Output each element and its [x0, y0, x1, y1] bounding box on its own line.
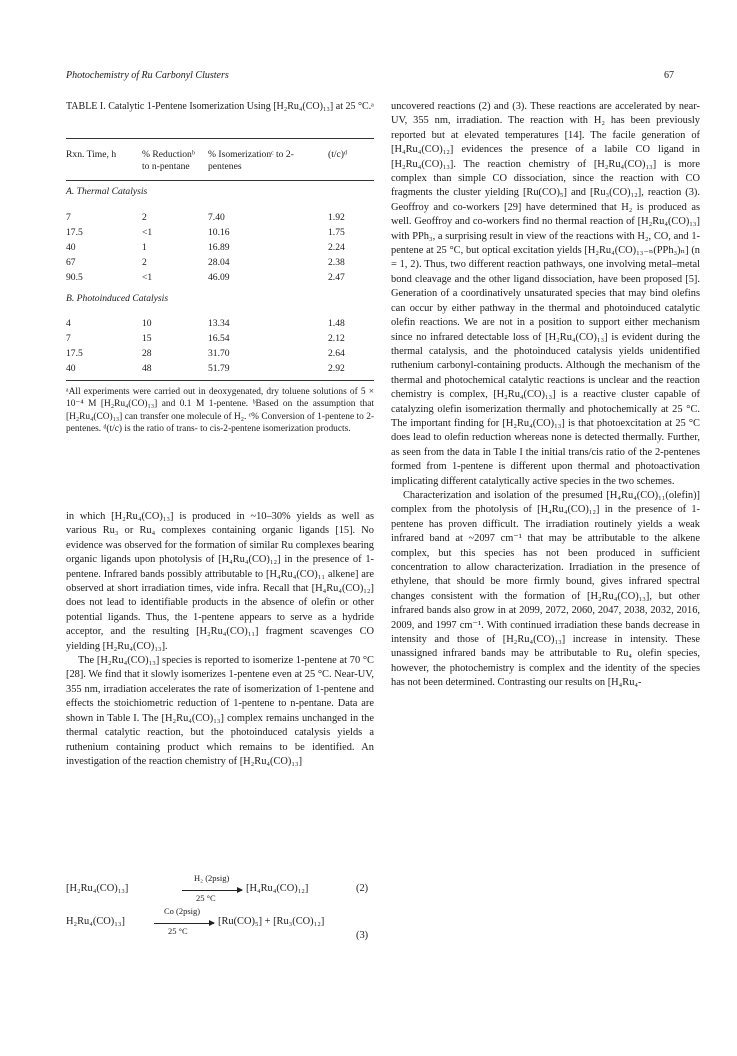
cell-isomerization: 46.09 [208, 272, 230, 283]
cell-reduction: 48 [142, 363, 152, 374]
equation-condition-below: 25 °C [168, 926, 188, 936]
equation-reactant: [H₂Ru₄(CO)₁₃] [66, 883, 129, 894]
table-caption: TABLE I. Catalytic 1-Pentene Isomerization Using [H₂Ru₄(CO)₁₃] at 25 °C.ᵃ [66, 101, 374, 112]
table-row [66, 333, 374, 346]
left-column-text [66, 510, 374, 769]
table-row [66, 272, 374, 285]
cell-tc: 1.75 [328, 227, 345, 238]
cell-tc: 1.92 [328, 212, 345, 223]
cell-time: 7 [66, 333, 71, 344]
paragraph: uncovered reactions (2) and (3). These reactions are accelerated by near-UV, 355 nm, irradiation. The reaction with H₂ has been previously reported but at elevated temperatures [14]. The facile generation of [H₄Ru₄(CO)₁₂] evidences the presence of a labile CO ligand in [H₂Ru₄(CO)₁₃]. The reaction chemistry of [H₂Ru₄(CO)₁₃] is more complex than simple CO dissociation, since the reaction with CO fragments the cluster yielding [Ru(CO)₅] and [Ru₃(CO)₁₂], reaction (3). Geoffroy and co-workers [29] have determined that H₂ is produced as well. Geoffroy and co-workers find no thermal reaction of [H₂Ru₄(CO)₁₃] with PPh₃, a surprising result in view of the reactions with H₂, CO, and 1-pentene at 25 °C, but optical excitation yields [H₂Ru₄(CO)₁₃₋ₙ(PPh₃)ₙ] (n = 1, 2). Thus, two different reaction pathways, one involving metal–metal bond cleavage and the other ligand dissociation, have been proposed [5]. Generation of a coordinatively unsaturated species that may bind olefins can occur by either pathway in the thermal and photoinduced catalytic olefin reactions. We are not in a position to support either mechanism since no infrared detectable loss of [H₂Ru₄(CO)₁₃] is evident during the thermal catalysis, and the photoinduced catalysis yields unidentified ruthenium carbonyl-containing products. Although the mechanism of the thermal and photochemical catalytic reactions is unclear and the reaction chemistry is complex, [H₂Ru₄(CO)₁₃] is a reactive cluster capable of catalyzing olefin isomerization thermally and photochemically at 25 °C. The important finding for [H₂Ru₄(CO)₁₃] is that photoexcitation at 25 °C does lead to olefin reduction whereas none is detected thermally. Further, as seen from the data in Table I the initial trans/cis ratio of the 2-pentenes formed from 1-pentene is different upon thermal and photoactivation implicating different catalytically active species in the two schemes. [391, 101, 700, 487]
cell-tc: 2.24 [328, 242, 345, 253]
cell-isomerization: 7.40 [208, 212, 225, 223]
equation-2 [66, 873, 374, 904]
table-header-tc: (t/c)ᵈ [328, 149, 347, 160]
cell-tc: 2.64 [328, 348, 345, 359]
reaction-arrow-icon [154, 923, 214, 924]
cell-time: 17.5 [66, 348, 83, 359]
equation-product: [H₄Ru₄(CO)₁₂] [246, 883, 309, 894]
cell-reduction: <1 [142, 272, 153, 283]
cell-isomerization: 16.89 [208, 242, 230, 253]
table-row [66, 242, 374, 255]
equation-reactant: H₂Ru₄(CO)₁₃] [66, 916, 125, 927]
table-header-isomerization: % Isomerizationᶜ to 2-pentenes [208, 149, 294, 172]
cell-isomerization: 31.70 [208, 348, 230, 359]
table-bottom-rule [66, 380, 374, 381]
cell-time: 40 [66, 242, 76, 253]
cell-isomerization: 10.16 [208, 227, 230, 238]
equation-number: (3) [356, 930, 369, 941]
cell-time: 17.5 [66, 227, 83, 238]
cell-time: 40 [66, 363, 76, 374]
paragraph: The [H₂Ru₄(CO)₁₃] species is reported to isomerize 1-pentene at 70 °C [28]. We find that it slowly isomerizes 1-pentene even at 25 °C. Near-UV, 355 nm, irradiation accelerates the rate of isomerization of 1-pentene and effects the stoichiometric reduction of 1-pentene to n-pentane. Data are shown in Table I. The [H₂Ru₄(CO)₁₃] complex remains unchanged in the thermal catalytic reaction, but the photoinduced catalysis yields a ruthenium containing product which remains to be identified. An investigation of the reaction chemistry of [H₂Ru₄(CO)₁₃] [66, 655, 374, 767]
equation-condition-below: 25 °C [196, 893, 216, 903]
table-header-reduction: % Reductionᵇ to n-pentane [142, 149, 195, 172]
cell-time: 7 [66, 212, 71, 223]
page-number: 67 [664, 70, 674, 81]
cell-reduction: <1 [142, 227, 153, 238]
cell-reduction: 2 [142, 212, 147, 223]
table-row [66, 257, 374, 270]
cell-reduction: 2 [142, 257, 147, 268]
cell-tc: 2.38 [328, 257, 345, 268]
right-column-text [391, 100, 700, 691]
table-section-thermal: A. Thermal Catalysis [66, 186, 148, 197]
cell-reduction: 15 [142, 333, 152, 344]
equation-3 [66, 906, 374, 941]
table-top-rule [66, 138, 374, 139]
table-row [66, 363, 374, 376]
paragraph: in which [H₂Ru₄(CO)₁₃] is produced in ~10–30% yields as well as various Ru₃ or Ru₄ complexes containing organic ligands [15]. No evidence was observed for the formation of similar Ru complexes bearing organic ligands upon photolysis of [H₄Ru₄(CO)₁₂] in the presence of 1-pentene. Infrared bands possibly attributable to [H₄Ru₄(CO)₁₁ alkene] are observed at short irradiation times, vide infra. Recall that [H₄Ru₄(CO)₁₂] does not lead to identifiable products in the absence of olefin or other potential ligands. Thus, the 1-pentene appears to serve as a hydride acceptor, and the resulting [H₂Ru₄(CO)₁₁] fragment scavenges CO yielding [H₂Ru₄(CO)₁₃]. [66, 511, 374, 652]
paragraph: Characterization and isolation of the presumed [H₄Ru₄(CO)₁₁(olefin)] complex from the photolysis of [H₄Ru₄(CO)₁₂] in the presence of 1-pentene has proven difficult. The irradiation routinely yields a weak infrared band at ~2097 cm⁻¹ that may be attributable to the alkene complex, but this species has not been produced in sufficient concentration to allow characterization. Irradiation in the presence of ethylene, that should be more firmly bound, gives infrared spectral changes consistent with the formation of [H₂Ru₄(CO)₁₃], but other infrared bands also grow in at 2099, 2072, 2060, 2047, 2038, 2032, 2016, 2009, and 1997 cm⁻¹. With continued irradiation these bands decrease in intensity and those of [H₂Ru₄(CO)₁₃] increase in intensity. These unassigned infrared bands may be attributable to Ru₄ olefin species, however, the photochemistry is complex and the identity of the species has not been determined. Contrasting our results on [H₄Ru₄- [391, 489, 700, 689]
cell-time: 4 [66, 318, 71, 329]
running-title: Photochemistry of Ru Carbonyl Clusters [66, 70, 229, 81]
table-row [66, 227, 374, 240]
table-row [66, 212, 374, 225]
cell-isomerization: 16.54 [208, 333, 230, 344]
table-section-photoinduced: B. Photoinduced Catalysis [66, 293, 169, 304]
cell-time: 67 [66, 257, 76, 268]
cell-isomerization: 13.34 [208, 318, 230, 329]
equation-number: (2) [356, 883, 369, 894]
cell-tc: 2.92 [328, 363, 345, 374]
table-row [66, 348, 374, 361]
equation-condition-above: H₂ (2psig) [194, 873, 230, 883]
cell-reduction: 10 [142, 318, 152, 329]
cell-reduction: 28 [142, 348, 152, 359]
cell-isomerization: 28.04 [208, 257, 230, 268]
reaction-arrow-icon [182, 890, 242, 891]
cell-time: 90.5 [66, 272, 83, 283]
equation-product: [Ru(CO)₅] + [Ru₃(CO)₁₂] [218, 916, 325, 927]
table-header-rule [66, 180, 374, 181]
table-row [66, 318, 374, 331]
table-footnote: ᵃAll experiments were carried out in deoxygenated, dry toluene solutions of 5 × 10⁻⁴ M [H₂Ru₄(CO)₁₃] and 0.1 M 1-pentene. ᵇBased on the assumption that [H₂Ru₄(CO)₁₃] can transfer one molecule of H₂. ᶜ% Conversion of 1-pentene to 2-pentenes. ᵈ(t/c) is the ratio of trans- to cis-2-pentene isomerization products. [66, 387, 374, 435]
cell-tc: 2.47 [328, 272, 345, 283]
cell-tc: 2.12 [328, 333, 345, 344]
cell-reduction: 1 [142, 242, 147, 253]
equation-condition-above: Co (2psig) [164, 906, 201, 916]
cell-tc: 1.48 [328, 318, 345, 329]
cell-isomerization: 51.79 [208, 363, 230, 374]
table-header-time: Rxn. Time, h [66, 149, 117, 160]
